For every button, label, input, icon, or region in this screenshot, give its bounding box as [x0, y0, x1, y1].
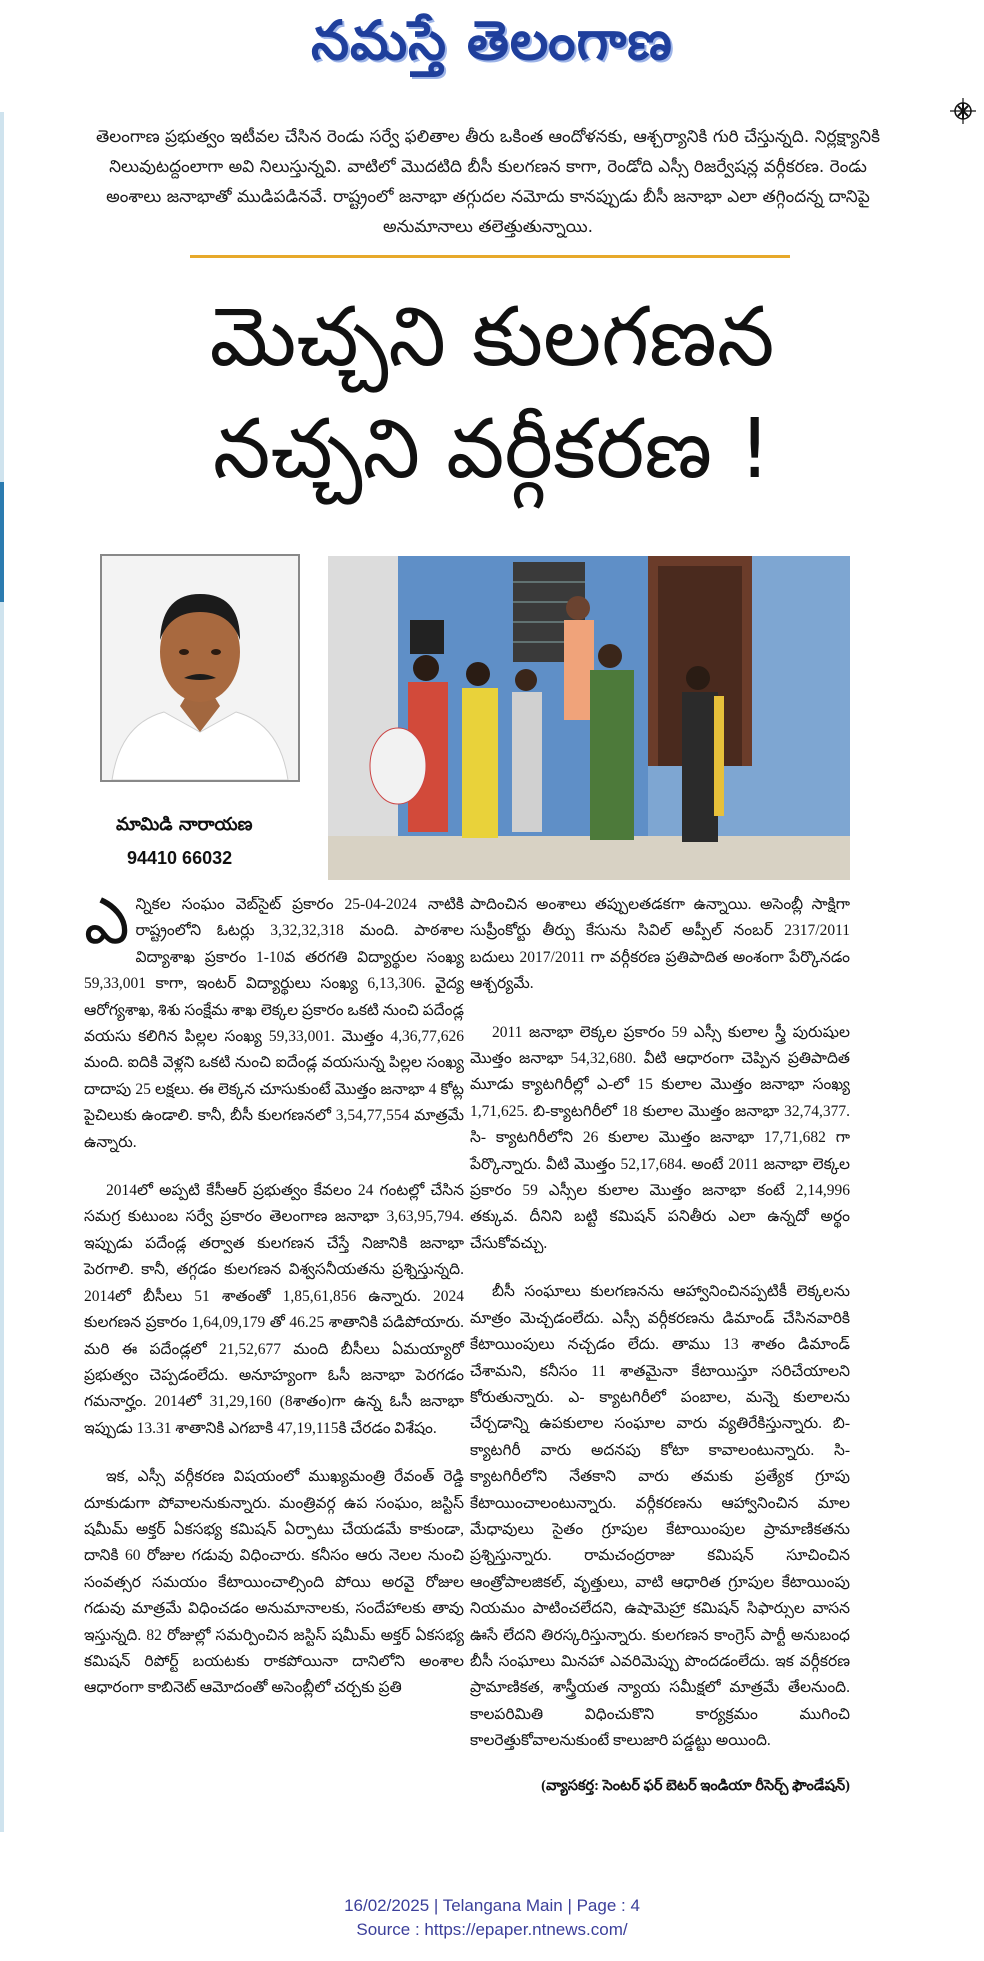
headline-line-1: మెచ్చని కులగణన — [209, 290, 775, 385]
author-phone: 94410 66032 — [127, 848, 233, 868]
paragraph: 2014లో అప్పటి కేసీఆర్ ప్రభుత్వం కేవలం 24 గంటల్లో చేసిన సమగ్ర కుటుంబ సర్వే ప్రకారం తెలంగాణ జనాభా 3,63,95,794. ఇప్పుడు పదేండ్ల తర్వాత కులగణన చేస్తే నిజానికి జనాభా పెరగాలి. కానీ, తగ్గడం కులగణన విశ్వసనీయతను ప్రశ్నిస్తున్నది. 2014లో బీసీలు 51 శాతంతో 1,85,61,856 ఉన్నారు. 2024 కులగణన ప్రకారం 1,64,09,179 తో 46.25 శాతానికి పడిపోయారు. మరి ఈ పదేండ్లలో 21,52,677 మంది బీసీలు ఏమయ్యారో ప్రభుత్వం చెప్పడంలేదు. అనూహ్యంగా ఓసీ జనాభా పెరగడం గమనార్హం. 2014లో 31,29,160 (8శాతం)గా ఉన్న ఓసీ జనాభా ఇప్పుడు 13.31 శాతానికి ఎగబాకి 47,19,115కి చేరడం విశేషం. — [84, 1182, 464, 1437]
paragraph: పాదించిన అంశాలు తప్పులతడకగా ఉన్నాయి. అసెంబ్లీ సాక్షిగా సుప్రీంకోర్టు తీర్పు కేసును సివిల్ అప్పీల్ నంబర్ 2317/2011 బదులు 2017/2011 గా వర్గీకరణ ప్రతిపాదిత అంశంగా పేర్కొనడం ఆశ్చర్యమే. — [470, 896, 850, 993]
page-footer — [0, 1894, 984, 1942]
survey-photo — [328, 556, 850, 880]
headline-line-2: నచ్చని వర్గీకరణ ! — [212, 402, 772, 497]
article-column-left — [84, 885, 464, 1724]
author-portrait — [100, 554, 300, 782]
drop-cap: ఎ — [84, 885, 130, 959]
registration-mark-icon — [950, 98, 976, 124]
author-byline: (వ్యాసకర్త: సెంటర్ ఫర్ బెటర్ ఇండియా రీసెర్చ్ ఫౌండేషన్) — [541, 1777, 850, 1794]
article-headline — [0, 282, 984, 506]
paragraph: ఇక, ఎస్సీ వర్గీకరణ విషయంలో ముఖ్యమంత్రి రేవంత్ రెడ్డి దూకుడుగా పోవాలనుకున్నారు. మంత్రివర్గ ఉప సంఘం, జస్టిస్ షమీమ్ అక్తర్ ఏకసభ్య కమిషన్ ఏర్పాటు చేయడమే కాకుండా, దానికి 60 రోజుల గడువు విధించారు. కనీసం ఆరు నెలల నుంచి సంవత్సర సమయం కేటాయించాల్సింది పోయి అరవై రోజుల గడువు మాత్రమే విధించడం అనుమానాలకు, సందేహాలకు తావు ఇస్తున్నది. 82 రోజుల్లో సమర్పించిన జస్టిస్ షమీమ్ అక్తర్ ఏకసభ్య కమిషన్ రిపోర్ట్ బయటకు రాకపోయినా దానిలోని అంశాల ఆధారంగా కాబినెట్ ఆమోదంతో అసెంబ్లీలో చర్చకు ప్రతి — [84, 1468, 464, 1697]
footer-source-link[interactable]: Source : https://epaper.ntnews.com/ — [356, 1920, 628, 1939]
paragraph: బీసీ సంఘాలు కులగణనను ఆహ్వానించినప్పటికీ లెక్కలను మాత్రం మెచ్చడంలేదు. ఎస్సీ వర్గీకరణను డిమాండ్ చేసినవారికి కేటాయింపులు నచ్చడం లేదు. తాము 13 శాతం డిమాండ్ చేశామని, కనీసం 11 శాతమైనా కేటాయిస్తూ సరిచేయాలని కోరుతున్నారు. ఎ- క్యాటగిరీలో పంబాల, మన్నె కులాలను చేర్చడాన్ని ఉపకులాల సంఘాల వారు వ్యతిరేకిస్తున్నారు. బి-క్యాటగిరీ వారు అదనపు కోటా కావాలంటున్నారు. సి- క్యాటగిరీలోని నేతకాని వారు తమకు ప్రత్యేక గ్రూపు కేటాయించాలంటున్నారు. వర్గీకరణను ఆహ్వానించిన మాల మేధావులు సైతం గ్రూపుల కేటాయింపుల ప్రామాణికతను ప్రశ్నిస్తున్నారు. రామచంద్రరాజు కమిషన్ సూచించిన ఆంత్రోపాలజికల్, వృత్తులు, వాటి ఆధారిత గ్రూపుల కేటాయింపు నియమం పాటించలేదని, ఉషామెహ్రా కమిషన్ సిఫార్సుల వాసన ఊసే లేదని తిరస్కరిస్తున్నారు. కులగణన కాంగ్రెస్ పార్టీ అనుబంధ బీసీ సంఘాలు మినహా ఎవరిమెప్పు పొందడంలేదు. ఇక వర్గీకరణ ప్రామాణికత, శాస్త్రీయత న్యాయ సమీక్షలో మాత్రమే తేలనుంది. కాలపరిమితి విధించుకొని కార్యక్రమం ముగించి కాలరెత్తుకోవాలనుకుంటే కాలుజారి పడ్డట్టు అయింది. — [470, 1283, 850, 1750]
footer-edition-info: 16/02/2025 | Telangana Main | Page : 4 — [344, 1896, 640, 1915]
newspaper-masthead: నమస్తే తెలంగాణ — [311, 8, 673, 72]
intro-divider — [190, 255, 790, 258]
article-column-right — [470, 892, 850, 1799]
paragraph: ఎన్నికల సంఘం వెబ్‌సైట్ ప్రకారం 25-04-2024 నాటికి రాష్ట్రంలోని ఓటర్లు 3,32,32,318 మంది. పాఠశాల విద్యాశాఖ ప్రకారం 1-10వ తరగతి విద్యార్థుల సంఖ్య 59,33,001 కాగా, ఇంటర్ విద్యార్థులు సంఖ్య 6,13,306. వైద్య ఆరోగ్యశాఖ, శిశు సంక్షేమ శాఖ లెక్కల ప్రకారం ఒకటి నుంచి పదేండ్ల వయసు కలిగిన పిల్లల సంఖ్య 59,33,001. మొత్తం 4,36,77,626 మంది. ఐదికి వెళ్లని ఒకటి నుంచి ఐదేండ్ల వయసున్న పిల్లల సంఖ్య దాదాపు 25 లక్షలు. ఈ లెక్కన చూసుకుంటే మొత్తం జనాభా 4 కోట్ల పైచిలుకు ఉండాలి. కానీ, బీసీ కులగణనలో 3,54,77,554 మాత్రమే ఉన్నారు. — [84, 885, 464, 1151]
paragraph: 2011 జనాభా లెక్కల ప్రకారం 59 ఎస్సీ కులాల స్త్రీ పురుషుల మొత్తం జనాభా 54,32,680. వీటి ఆధారంగా చెప్పిన ప్రతిపాదిత మూడు క్యాటగిరీల్లో ఎ-లో 15 కులాల మొత్తం జనాభా సంఖ్య 1,71,625. బి-క్యాటగిరీలో 18 కులాల మొత్తం జనాభా 32,74,377. సి- క్యాటగిరీలోని 26 కులాల మొత్తం జనాభా 17,71,682 గా పేర్కొన్నారు. వీటి మొత్తం 52,17,684. అంటే 2011 జనాభా లెక్కల ప్రకారం 59 ఎస్సీల కులాల మొత్తం జనాభా కంటే 2,14,996 తక్కువ. దీనిని బట్టి కమిషన్ పనితీరు ఎలా ఉన్నదో అర్థం చేసుకోవచ్చు. — [470, 1023, 850, 1252]
author-name: మామిడి నారాయణ — [116, 814, 253, 835]
intro-summary: తెలంగాణ ప్రభుత్వం ఇటీవల చేసిన రెండు సర్వే ఫలితాల తీరు ఒకింత ఆందోళనకు, ఆశ్చర్యానికి గురి చేస్తున్నది. నిర్లక్ష్యానికి నిలువుటద్దంలాగా అవి నిలుస్తున్నవి. వాటిలో మొదటిది బీసీ కులగణన కాగా, రెండోది ఎస్సీ రిజర్వేషన్ల వర్గీకరణ. రెండు అంశాలు జనాభాతో ముడిపడినవే. రాష్ట్రంలో జనాభా తగ్గుదల నమోదు కానప్పుడు బీసీ జనాభా ఎలా తగ్గిందన్న దానిపై అనుమానాలు తలెత్తుతున్నాయి. — [96, 127, 880, 237]
